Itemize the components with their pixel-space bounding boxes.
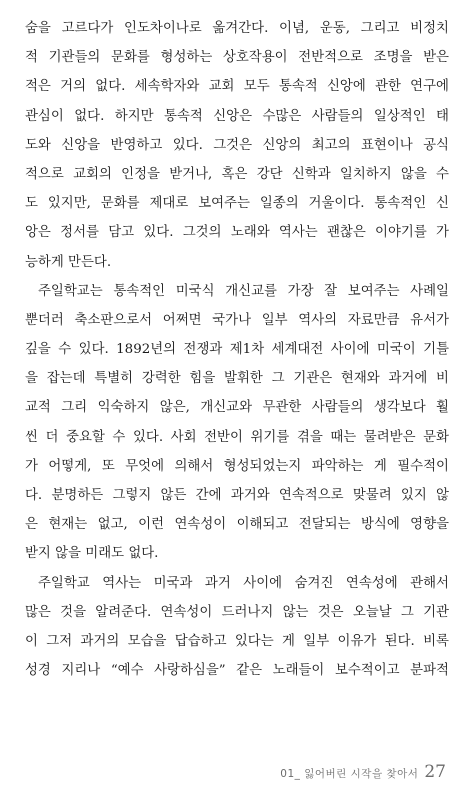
paragraph-2 [25,277,449,569]
text-line: 주일학교는 통속적인 미국식 개신교를 가장 잘 보여주는 사례일 [38,283,449,299]
text-line: 뿐더러 축소판으로서 어쩌면 국가나 일부 역사의 자료만큼 유서가 [25,312,449,328]
text-line: 적은 거의 없다. 세속학자와 교회 모두 통속적 신앙에 관한 연구에 [25,79,449,95]
page-number: 27 [424,762,446,782]
text-line: 깊을 수 있다. 1892년의 전쟁과 제1차 세계대전 사이에 미국이 기틀 [25,342,449,358]
text-line: 도 있지만, 문화를 제대로 보여주는 일종의 거울이다. 통속적인 신 [25,196,449,212]
text-line: 능하게 만든다. [25,254,112,270]
text-line: 받지 않을 미래도 없다. [25,546,159,562]
paragraph-1 [25,14,449,277]
text-line: 도와 신앙을 반영하고 있다. 그것은 신앙의 최고의 표현이나 공식 [25,137,449,153]
text-line: 씬 더 중요할 수 있다. 사회 전반이 위기를 겪을 때는 물려받은 문화 [25,429,449,445]
text-line: 가 어떻게, 또 무엇에 의해서 형성되었는지 파악하는 게 필수적이 [25,458,449,474]
text-line: 앙은 정서를 담고 있다. 그것의 노래와 역사는 괜찮은 이야기를 가 [25,225,449,241]
text-line: 을 잡는데 특별히 강력한 힘을 발휘한 그 기관은 현재와 과거에 비 [25,371,449,387]
text-line: 주일학교 역사는 미국과 과거 사이에 숨겨진 연속성에 관해서 [38,575,449,591]
text-line: 교적 그리 익숙하지 않은, 개신교와 무관한 사람들의 생각보다 훨 [25,400,449,416]
paragraph-3 [25,569,449,686]
text-line: 적 기관들의 문화를 형성하는 상호작용이 전반적으로 조명을 받은 [25,50,449,66]
text-line: 성경 지리나 “예수 사랑하심을” 같은 노래들이 보수적이고 분파적 [25,663,449,679]
text-line: 숨을 고르다가 인도차이나로 옮겨간다. 이념, 운동, 그리고 비정치 [25,21,449,36]
page-body [25,14,449,685]
text-line: 많은 것을 알려준다. 연속성이 드러나지 않는 것은 오늘날 그 기관 [25,604,449,620]
running-head: 01_ 잃어버린 시작을 찾아서 [280,768,419,780]
text-line: 관심이 없다. 하지만 통속적 신앙은 수많은 사람들의 일상적인 태 [25,108,449,124]
text-line: 은 현재는 없고, 이런 연속성이 이해되고 전달되는 방식에 영향을 [25,517,449,533]
text-line: 이 그저 과거의 모습을 답습하고 있다는 게 일부 이유가 된다. 비록 [25,633,449,649]
text-line: 적으로 교회의 인정을 받거나, 혹은 강단 신학과 일치하지 않을 수 [25,166,449,182]
page-footer [280,762,446,788]
text-line: 다. 분명하든 그렇지 않든 간에 과거와 연속적으로 맞물려 있지 않 [25,488,449,503]
